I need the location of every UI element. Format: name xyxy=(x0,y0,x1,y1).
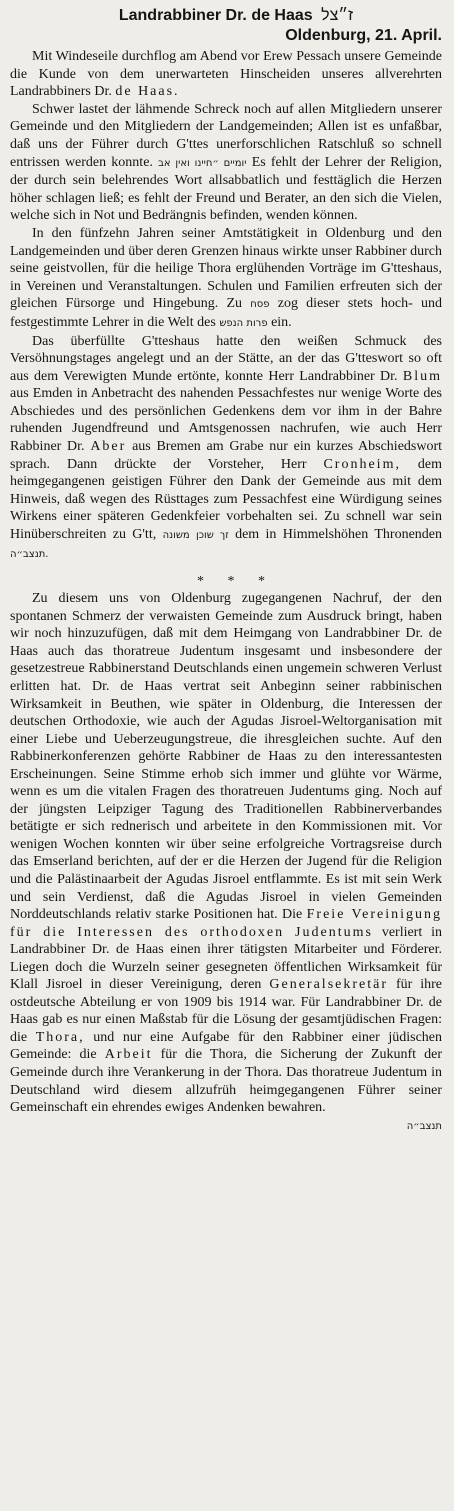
closing-hebrew-abbreviation: תנצב״ה xyxy=(406,1120,442,1132)
hebrew-abbreviation-tanzeba: תנצב״ה. xyxy=(10,548,49,560)
article-paragraph-4: Das überfüllte G'tteshaus hatte den weißen Schmuck des Versöhnungstages angelegt und an der Stätte, an der das G'tteswort so oft aus dem Verewigten Munde ertönte, konnte Herr Landrabbiner Dr. Blum aus Emden in Anbetracht des nahenden Pessachfestes nur wenige Worte des Abschiedes und des persönlichen Gedenkens dem vor ihm in der Bahre ruhenden Jugendfreund und Amtsgenossen nachrufen, wie auch Herr Rabbiner Dr. Aber aus Bremen am Grabe nur ein kurzes Abschiedswort sprach. Dann drückte der Vorsteher, Herr Cronheim, dem heimgegangenen geistigen Führer den Dank der Gemeinde aus mit dem Hinweis, daß wegen des Rüsttages zum Pessachfest eine Würdigung seines Wirkens einer späteren Gedenkfeier vorbehalten sei. Zu schnell war sein Hinüberschreiten zu G'tt, זך שוכן משונה dem in Himmelshöhen Thronenden תנצב״ה. xyxy=(10,333,443,560)
dateline-date: 21. April. xyxy=(375,27,442,44)
hebrew-phrase-3: זך שוכן xyxy=(196,530,229,542)
article-paragraph-1: Mit Windeseile durchflog am Abend vor Erew Pessach unsere Gemeinde die Kunde von dem unerwarteten Hinscheiden unseres allverehrten Landrabbiners Dr. de Haas. xyxy=(10,49,442,100)
name-blum: Blum xyxy=(402,368,442,384)
name-aber: Aber xyxy=(90,439,127,455)
obituary-headline xyxy=(30,6,442,26)
hebrew-phrase: יומיים ״חיינו ואין אב xyxy=(158,157,247,169)
addendum-paragraph: Zu diesem uns von Oldenburg zugegangenen Nachruf, der den spontanen Schmerz der verwaisten Gemeinde zum Ausdruck bringt, haben wir noch hinzuzufügen, daß mit dem Heimgang von Landrabbiner Dr. de Haas auch das thoratreue Judentum insgesamt und insbesondere der gesetzestreue Rabbinerstand Deutschlands einen ungemein schweren Verlust erlitten hat. Dr. de Haas vertrat seit Anbeginn seiner rabbinischen Wirksamkeit in Beuthen, wie später in Oldenburg, die Interessen der deutschen Orthodoxie, wie auch der Agudas Jisroel-Weltorganisation mit einer Liebe und Ueberzeugungstreue, die ihresgleichen suchte. Auf den Rabbinerkonferenzen gehörte Rabbiner de Haas zu den interessantesten Erscheinungen. Seine Stimme erhob sich immer und glühte vor Wärme, wenn es um die vitalen Fragen des thoratreuen Judentums ging. Noch auf der jüngsten Leipziger Tagung des Traditionellen Rabbinerverbandes betätigte er sich rednerisch und arbeitete in den Kommissionen mit. Vor wenigen Wochen konnten wir über seine erfolgreiche Vortragsreise durch das Emserland berichten, auf der er die Herzen der Jugend für die Religion und die Palästinaarbeit der Agudas Jisroel entflammte. Es ist mit sein Werk und sein Verdienst, daß die Agudas Jisroel in vielen Gemeinden Norddeutschlands relativ starke Positionen hat. Die Freie Vereinigung für die Interessen des orthodoxen Judentums verliert in Landrabbiner Dr. de Haas einen ihrer tätigsten Mitarbeiter und Förderer. Liegen doch die Wurzeln seiner gesegneten öffentlichen Wirksamkeit für Klall Jisroel in dieser Vereinigung, deren Generalsekretär für ihre ostdeutsche Abteilung er von 1909 bis 1914 war. Für Landrabbiner Dr. de Haas gab es nur einen Maßstab für die Lösung der gesamtjüdischen Fragen: die Thora, und nur eine Aufgabe für den Rabbiner einer jüdischen Gemeinde: die Arbeit für die Thora, die Sicherung der Zukunft der Gemeinde durch ihre Verankerung in der Thora. Das thoratreue Judentum in Deutschland wird diesem allzufrüh heimgegangenen Führer seiner Gemeinschaft ein ehrendes ewiges Andenken bewahren. xyxy=(10,591,443,1116)
emphasis-arbeit: Arbeit xyxy=(104,1047,153,1063)
hebrew-word-pessach: פסח xyxy=(250,299,270,311)
headline-hebrew-abbreviation: ז״צל xyxy=(321,7,354,24)
article-paragraph-2: Schwer lastet der lähmende Schreck noch auf allen Mitgliedern unserer Gemeinde und den Mitgliedern der Landgemeinden; Allen ist es unfaßbar, daß uns der Führer durch G'ttes unerforschlichen Ratschluß so schnell entrissen werden konnte. יומיים ״חיינו ואין אב Es fehlt der Lehrer der Religion, der durch sein belehrendes Wort allsabbatlich und festtäglich die Herzen höher schlagen ließ; es fehlt der Freund und Berater, an den sich die Vielen, welche sich in Not und Bedrängnis befinden, wenden können. xyxy=(10,101,442,224)
hebrew-phrase-4: משונה xyxy=(162,530,190,542)
name-de-haas: de Haas. xyxy=(115,84,180,100)
dateline-place: Oldenburg, xyxy=(285,27,371,44)
name-cronheim: Cronheim, xyxy=(323,456,401,472)
hebrew-phrase-2: פרות הנפש xyxy=(219,317,268,329)
section-divider: * * * xyxy=(197,574,275,590)
article-paragraph-3: In den fünfzehn Jahren seiner Amtstätigkeit in Oldenburg und den Landgemeinden und über deren Grenzen hinaus wirkte unser Rabbiner durch seine geistvollen, für die heilige Thora erglühenden Vorträge im G'tteshaus, in Vereinen und Veranstaltungen. Schulen und Familien erfreuten sich der gleichen Fürsorge und Hingebung. Zu פסח zog dieser stets hoch- und festgestimmte Lehrer in die Welt des פרות הנפש ein. xyxy=(10,225,443,330)
emphasis-thora: Thora, xyxy=(35,1029,85,1045)
obituary-article xyxy=(10,48,442,563)
dateline xyxy=(10,26,442,48)
emphasis-generalsekretaer: Generalsekretär xyxy=(269,977,388,993)
closing-line xyxy=(10,1117,442,1136)
headline-text: Landrabbiner Dr. de Haas xyxy=(118,7,313,24)
organization-name: Freie Vereinigung für die Interessen des orthodoxen Judentums xyxy=(10,907,442,940)
editorial-addendum xyxy=(10,590,442,1135)
